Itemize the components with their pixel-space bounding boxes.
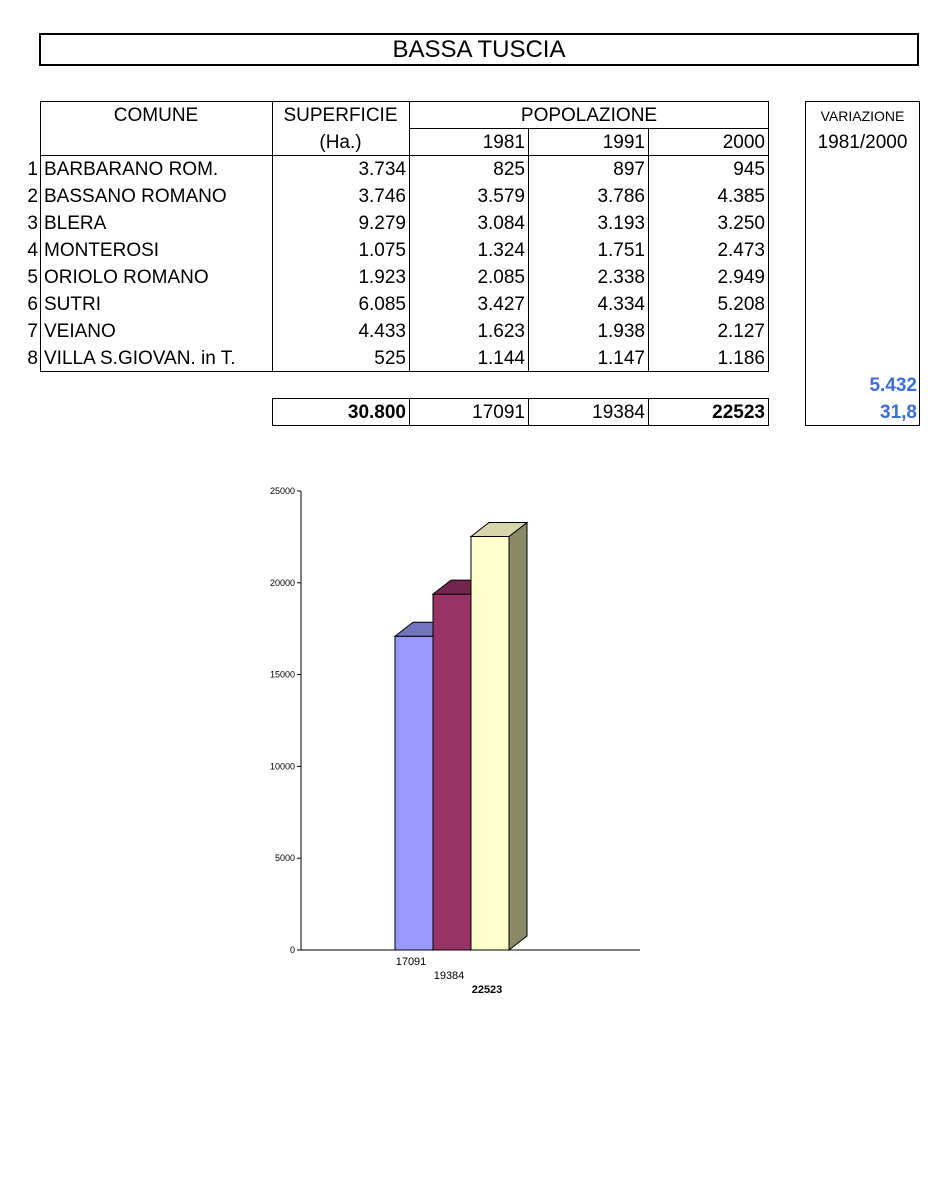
row-pop-2000: 2.473 — [717, 240, 765, 261]
row-pop-2000: 2.949 — [717, 267, 765, 288]
total-superficie: 30.800 — [347, 402, 406, 423]
row-pop-1991: 3.193 — [597, 213, 645, 234]
row-superficie: 4.433 — [358, 321, 406, 342]
row-pop-1981: 3.427 — [477, 294, 525, 315]
row-pop-1991: 1.938 — [597, 321, 645, 342]
row-pop-1981: 2.085 — [477, 267, 525, 288]
row-pop-1981: 1.144 — [477, 348, 525, 369]
total-1981: 17091 — [472, 402, 525, 423]
page-title: BASSA TUSCIA — [39, 33, 919, 66]
data-label: 17091 — [395, 956, 427, 968]
bar — [471, 536, 509, 950]
row-pop-1981: 1.324 — [477, 240, 525, 261]
row-pop-1991: 2.338 — [597, 267, 645, 288]
y-tick-label: 20000 — [269, 577, 295, 588]
data-label: 19384 — [433, 970, 465, 982]
data-label: 22523 — [471, 984, 503, 996]
y-tick-label: 0 — [289, 945, 295, 955]
row-pop-1981: 3.579 — [477, 186, 525, 207]
header-superficie: SUPERFICIE — [283, 105, 398, 126]
y-tick-label: 5000 — [274, 853, 295, 864]
row-comune: VILLA S.GIOVAN. in T. — [44, 348, 236, 369]
row-comune: SUTRI — [44, 294, 101, 315]
row-number: 4 — [27, 240, 38, 261]
row-pop-2000: 4.385 — [717, 186, 765, 207]
row-number: 7 — [27, 321, 38, 342]
row-pop-1991: 897 — [613, 159, 645, 180]
total-2000: 22523 — [712, 402, 765, 423]
header-variazione-period: 1981/2000 — [817, 132, 908, 153]
row-pop-1981: 3.084 — [477, 213, 525, 234]
row-comune: BLERA — [44, 213, 107, 234]
row-superficie: 9.279 — [358, 213, 406, 234]
row-pop-2000: 945 — [733, 159, 765, 180]
row-superficie: 525 — [374, 348, 406, 369]
row-comune: MONTEROSI — [44, 240, 160, 261]
header-comune: COMUNE — [113, 105, 199, 126]
total-1991: 19384 — [592, 402, 645, 423]
row-number: 6 — [27, 294, 38, 315]
row-comune: BARBARANO ROM. — [44, 159, 219, 180]
row-comune: VEIANO — [44, 321, 116, 342]
row-pop-2000: 2.127 — [717, 321, 765, 342]
row-pop-1981: 1.623 — [477, 321, 525, 342]
row-superficie: 3.746 — [358, 186, 406, 207]
row-superficie: 6.085 — [358, 294, 406, 315]
variazione-percent: 31,8 — [880, 402, 917, 423]
header-year-2000: 2000 — [722, 132, 765, 153]
header-popolazione: POPOLAZIONE — [520, 105, 658, 126]
row-pop-2000: 5.208 — [717, 294, 765, 315]
row-number: 3 — [27, 213, 38, 234]
variazione-absolute: 5.432 — [869, 375, 917, 396]
y-tick-label: 25000 — [269, 486, 295, 496]
row-comune: BASSANO ROMANO — [44, 186, 227, 207]
row-number: 8 — [27, 348, 38, 369]
row-comune: ORIOLO ROMANO — [44, 267, 209, 288]
row-pop-1981: 825 — [493, 159, 525, 180]
bar — [395, 636, 433, 950]
row-pop-1991: 1.147 — [597, 348, 645, 369]
header-year-1981: 1981 — [482, 132, 525, 153]
row-pop-2000: 1.186 — [717, 348, 765, 369]
row-pop-1991: 4.334 — [597, 294, 645, 315]
row-number: 1 — [27, 159, 38, 180]
row-number: 5 — [27, 267, 38, 288]
row-number: 2 — [27, 186, 38, 207]
bar-side — [509, 522, 527, 950]
row-superficie: 3.734 — [358, 159, 406, 180]
row-pop-1991: 1.751 — [597, 240, 645, 261]
header-superficie-unit: (Ha.) — [319, 132, 362, 153]
y-tick-label: 10000 — [269, 761, 295, 772]
bar — [433, 594, 471, 950]
row-pop-2000: 3.250 — [717, 213, 765, 234]
row-pop-1991: 3.786 — [597, 186, 645, 207]
header-variazione: VARIAZIONE — [820, 108, 905, 124]
header-year-1991: 1991 — [602, 132, 645, 153]
y-tick-label: 15000 — [269, 669, 295, 680]
row-superficie: 1.923 — [358, 267, 406, 288]
row-superficie: 1.075 — [358, 240, 406, 261]
